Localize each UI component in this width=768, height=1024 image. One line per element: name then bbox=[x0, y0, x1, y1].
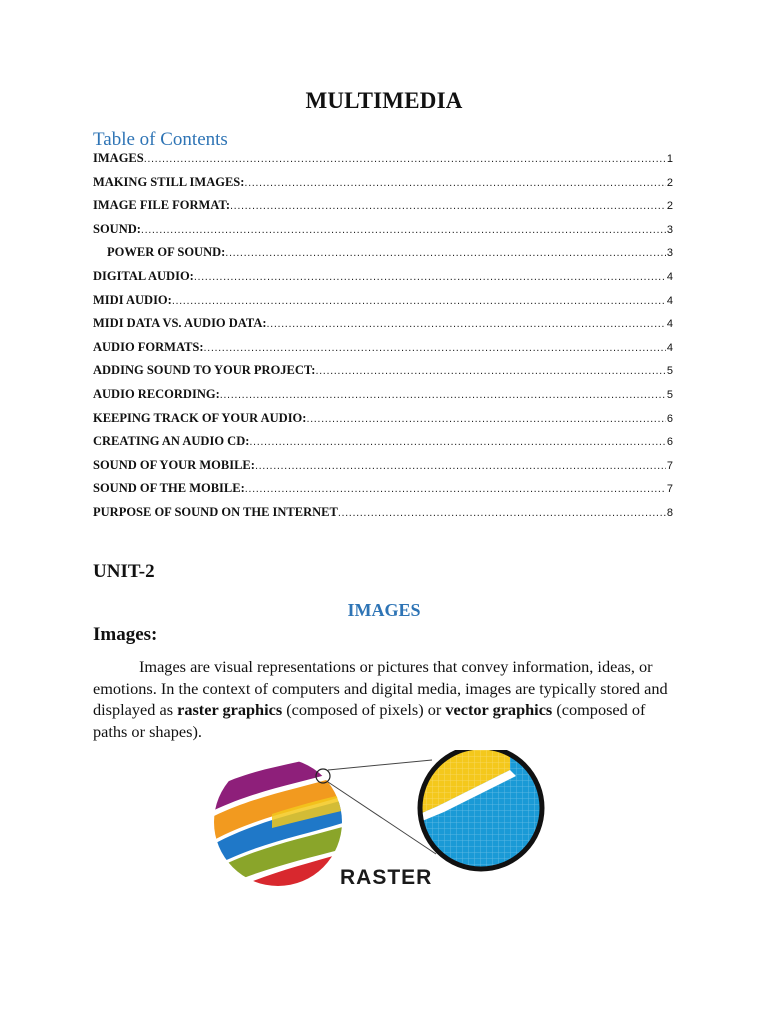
toc-entry[interactable] bbox=[93, 458, 673, 482]
sphere-logo-icon bbox=[210, 754, 346, 892]
toc-entry[interactable] bbox=[93, 434, 673, 458]
toc-dot-leader bbox=[172, 295, 666, 307]
toc-entry-label: SOUND OF YOUR MOBILE: bbox=[93, 457, 255, 472]
toc-entry-page: 4 bbox=[666, 270, 673, 283]
body-paragraph bbox=[93, 656, 673, 742]
toc-entry-page: 7 bbox=[666, 483, 673, 496]
unit-heading: UNIT-2 bbox=[93, 561, 155, 582]
toc-entry-label: KEEPING TRACK OF YOUR AUDIO: bbox=[93, 410, 307, 425]
toc-dot-leader bbox=[249, 436, 665, 448]
toc-entry-page: 3 bbox=[666, 247, 673, 260]
section-heading: IMAGES bbox=[347, 600, 421, 620]
toc-entry-page: 5 bbox=[666, 365, 673, 378]
toc-entry[interactable] bbox=[93, 175, 673, 199]
paragraph-text-2: (composed of pixels) or bbox=[282, 700, 446, 720]
toc-entry[interactable] bbox=[93, 245, 673, 269]
toc-dot-leader bbox=[230, 200, 666, 212]
toc-dot-leader bbox=[144, 153, 666, 165]
toc-entry[interactable] bbox=[93, 222, 673, 246]
sub-heading: Images: bbox=[93, 624, 158, 645]
toc-entry[interactable] bbox=[93, 387, 673, 411]
toc-entry-label: AUDIO RECORDING: bbox=[93, 386, 220, 401]
toc-entry[interactable] bbox=[93, 363, 673, 387]
toc-entry-page: 6 bbox=[666, 412, 673, 425]
toc-entry-label: MAKING STILL IMAGES: bbox=[93, 174, 245, 189]
toc-entry-page: 7 bbox=[666, 459, 673, 472]
toc-dot-leader bbox=[141, 224, 666, 236]
zoom-line-top bbox=[328, 760, 432, 770]
paragraph-bold-2: vector graphics bbox=[445, 700, 553, 720]
toc-entry-label: PURPOSE OF SOUND ON THE INTERNET bbox=[93, 504, 338, 519]
toc-entry-page: 8 bbox=[666, 506, 673, 519]
toc-dot-leader bbox=[244, 177, 665, 189]
toc-entry[interactable] bbox=[93, 411, 673, 435]
toc-entry-page: 2 bbox=[666, 200, 673, 213]
raster-illustration bbox=[210, 750, 562, 892]
toc-entry-label: ADDING SOUND TO YOUR PROJECT: bbox=[93, 363, 316, 378]
toc-dot-leader bbox=[225, 247, 666, 259]
raster-figure bbox=[210, 750, 562, 892]
toc-dot-leader bbox=[267, 318, 666, 330]
toc-entry-page: 4 bbox=[666, 294, 673, 307]
toc-dot-leader bbox=[315, 365, 665, 377]
table-of-contents bbox=[93, 151, 673, 529]
toc-entry-label: SOUND: bbox=[93, 221, 141, 236]
paragraph-bold-1: raster graphics bbox=[177, 700, 283, 720]
toc-dot-leader bbox=[204, 342, 666, 354]
toc-entry-label: AUDIO FORMATS: bbox=[93, 339, 204, 354]
toc-dot-leader bbox=[220, 389, 666, 401]
toc-entry-page: 1 bbox=[666, 153, 673, 165]
toc-entry[interactable] bbox=[93, 293, 673, 317]
toc-entry-label: IMAGE FILE FORMAT: bbox=[93, 198, 231, 213]
toc-entry[interactable] bbox=[93, 340, 673, 364]
toc-entry-label: MIDI AUDIO: bbox=[93, 292, 172, 307]
document-title: MULTIMEDIA bbox=[305, 88, 463, 113]
toc-entry-label: DIGITAL AUDIO: bbox=[93, 268, 194, 283]
toc-entry[interactable] bbox=[93, 481, 673, 505]
toc-entry-page: 6 bbox=[666, 436, 673, 449]
toc-dot-leader bbox=[194, 271, 666, 283]
toc-dot-leader bbox=[338, 507, 666, 519]
toc-dot-leader bbox=[255, 460, 666, 472]
toc-heading: Table of Contents bbox=[93, 129, 228, 150]
toc-dot-leader bbox=[245, 483, 666, 495]
toc-entry-label: POWER OF SOUND: bbox=[107, 245, 226, 260]
paragraph-text-3: (composed of paths or shapes). bbox=[93, 700, 646, 741]
paragraph-text-1: Images are visual representations or pictures that convey information, ideas, or emotions. In the context of computers and digital media, images are typically stored and displayed as bbox=[93, 657, 668, 720]
toc-entry-label: CREATING AN AUDIO CD: bbox=[93, 434, 250, 449]
toc-entry-page: 3 bbox=[666, 223, 673, 236]
toc-entry[interactable] bbox=[93, 151, 673, 175]
toc-entry-page: 4 bbox=[666, 318, 673, 331]
toc-entry[interactable] bbox=[93, 269, 673, 293]
toc-entry-page: 2 bbox=[666, 176, 673, 189]
toc-entry-label: SOUND OF THE MOBILE: bbox=[93, 481, 245, 496]
raster-caption: RASTER bbox=[340, 866, 433, 889]
toc-entry-page: 5 bbox=[666, 388, 673, 401]
toc-entry-label: MIDI DATA VS. AUDIO DATA: bbox=[93, 316, 267, 331]
toc-entry-page: 4 bbox=[666, 341, 673, 354]
toc-entry[interactable] bbox=[93, 198, 673, 222]
toc-entry[interactable] bbox=[93, 505, 673, 529]
toc-entry[interactable] bbox=[93, 316, 673, 340]
toc-dot-leader bbox=[306, 413, 665, 425]
toc-entry-label: IMAGES bbox=[93, 151, 144, 165]
